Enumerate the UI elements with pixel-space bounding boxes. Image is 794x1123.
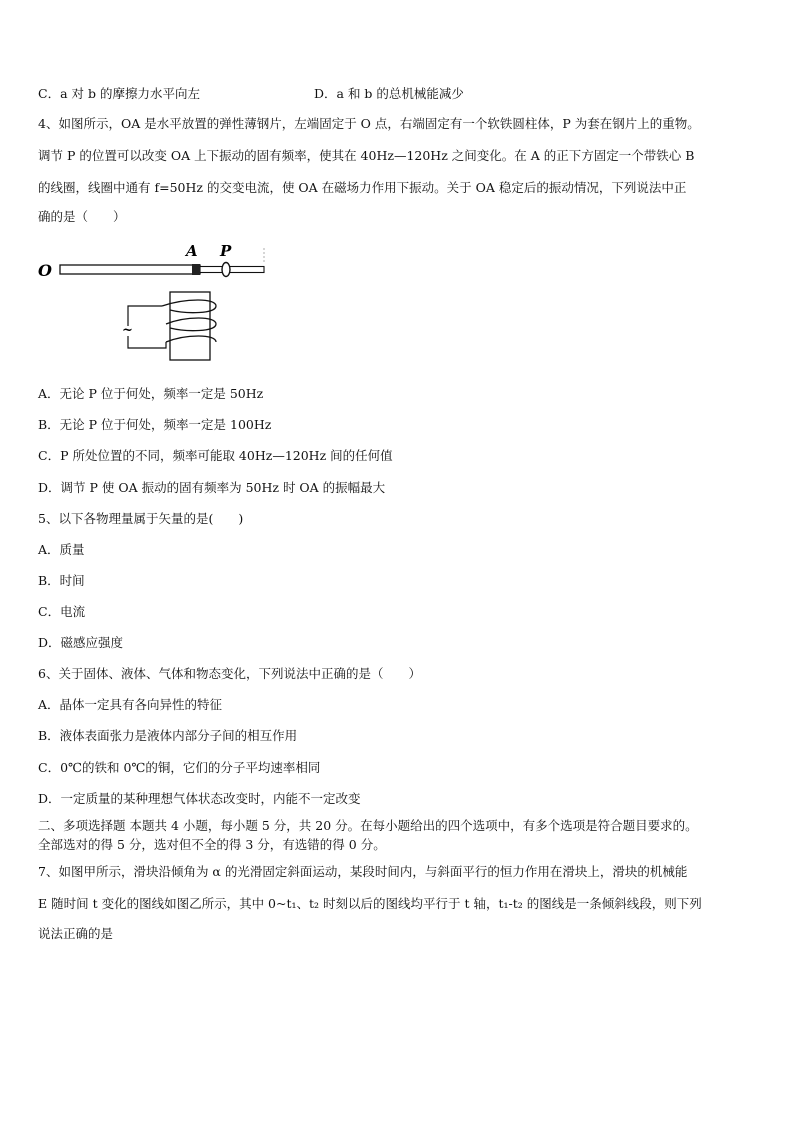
q4-line-4: 确的是（ ） <box>38 209 126 224</box>
label-o: O <box>38 261 52 280</box>
q7-line-2: E 随时间 t 变化的图线如图乙所示，其中 0~t₁、t₂ 时刻以后的图线均平行于 t 轴，t₁-t₂ 的图线是一条倾斜线段，则下列 <box>38 896 702 911</box>
q6-option-b: B．液体表面张力是液体内部分子间的相互作用 <box>38 728 298 743</box>
option-d-prev: D．a 和 b 的总机械能减少 <box>314 86 464 101</box>
section2-line-1: 二、多项选择题 本题共 4 小题，每小题 5 分，共 20 分。在每小题给出的四个选项中，有多个选项是符合题目要求的。 <box>38 818 698 833</box>
q5-option-c: C．电流 <box>38 604 86 619</box>
q5-option-b: B．时间 <box>38 573 85 588</box>
steel-strip-end <box>200 267 264 273</box>
q5-option-d: D．磁感应强度 <box>38 635 124 650</box>
label-a: A <box>186 242 198 260</box>
ac-source-symbol: ~ <box>122 323 133 338</box>
q6-option-c: C．0℃的铁和 0℃的铜，它们的分子平均速率相同 <box>38 760 321 775</box>
q4-figure <box>36 240 276 370</box>
q6-option-d: D．一定质量的某种理想气体状态改变时，内能不一定改变 <box>38 791 361 806</box>
q5-option-a: A．质量 <box>38 542 85 557</box>
q4-option-d: D．调节 P 使 OA 振动的固有频率为 50Hz 时 OA 的振幅最大 <box>38 480 386 495</box>
weight-p <box>222 263 230 277</box>
steel-strip <box>60 265 200 274</box>
q6-option-a: A．晶体一定具有各向异性的特征 <box>38 697 223 712</box>
iron-cylinder <box>192 264 200 275</box>
q7-line-3: 说法正确的是 <box>38 926 114 941</box>
label-p: P <box>220 242 232 260</box>
q4-line-3: 的线圈，线圈中通有 f=50Hz 的交变电流，使 OA 在磁场力作用下振动。关于 OA 稳定后的振动情况，下列说法中正 <box>38 180 687 195</box>
q4-line-1: 4、如图所示，OA 是水平放置的弹性薄钢片，左端固定于 O 点，右端固定有一个软铁圆柱体，P 为套在钢片上的重物。 <box>38 116 700 131</box>
q4-line-2: 调节 P 的位置可以改变 OA 上下振动的固有频率，使其在 40Hz—120Hz 之间变化。在 A 的正下方固定一个带铁心 B <box>38 148 695 163</box>
q7-line-1: 7、如图甲所示，滑块沿倾角为 α 的光滑固定斜面运动，某段时间内，与斜面平行的恒力作用在滑块上，滑块的机械能 <box>38 864 688 879</box>
section2-line-2: 全部选对的得 5 分，选对但不全的得 3 分，有选错的得 0 分。 <box>38 837 386 852</box>
q5-stem: 5、以下各物理量属于矢量的是( ) <box>38 511 244 526</box>
q6-stem: 6、关于固体、液体、气体和物态变化，下列说法中正确的是（ ） <box>38 666 421 681</box>
q4-option-c: C．P 所处位置的不同，频率可能取 40Hz—120Hz 间的任何值 <box>38 448 393 463</box>
q4-option-b: B．无论 P 位于何处，频率一定是 100Hz <box>38 417 272 432</box>
q4-option-a: A．无论 P 位于何处，频率一定是 50Hz <box>38 386 264 401</box>
option-c-prev: C．a 对 b 的摩擦力水平向左 <box>38 86 200 101</box>
